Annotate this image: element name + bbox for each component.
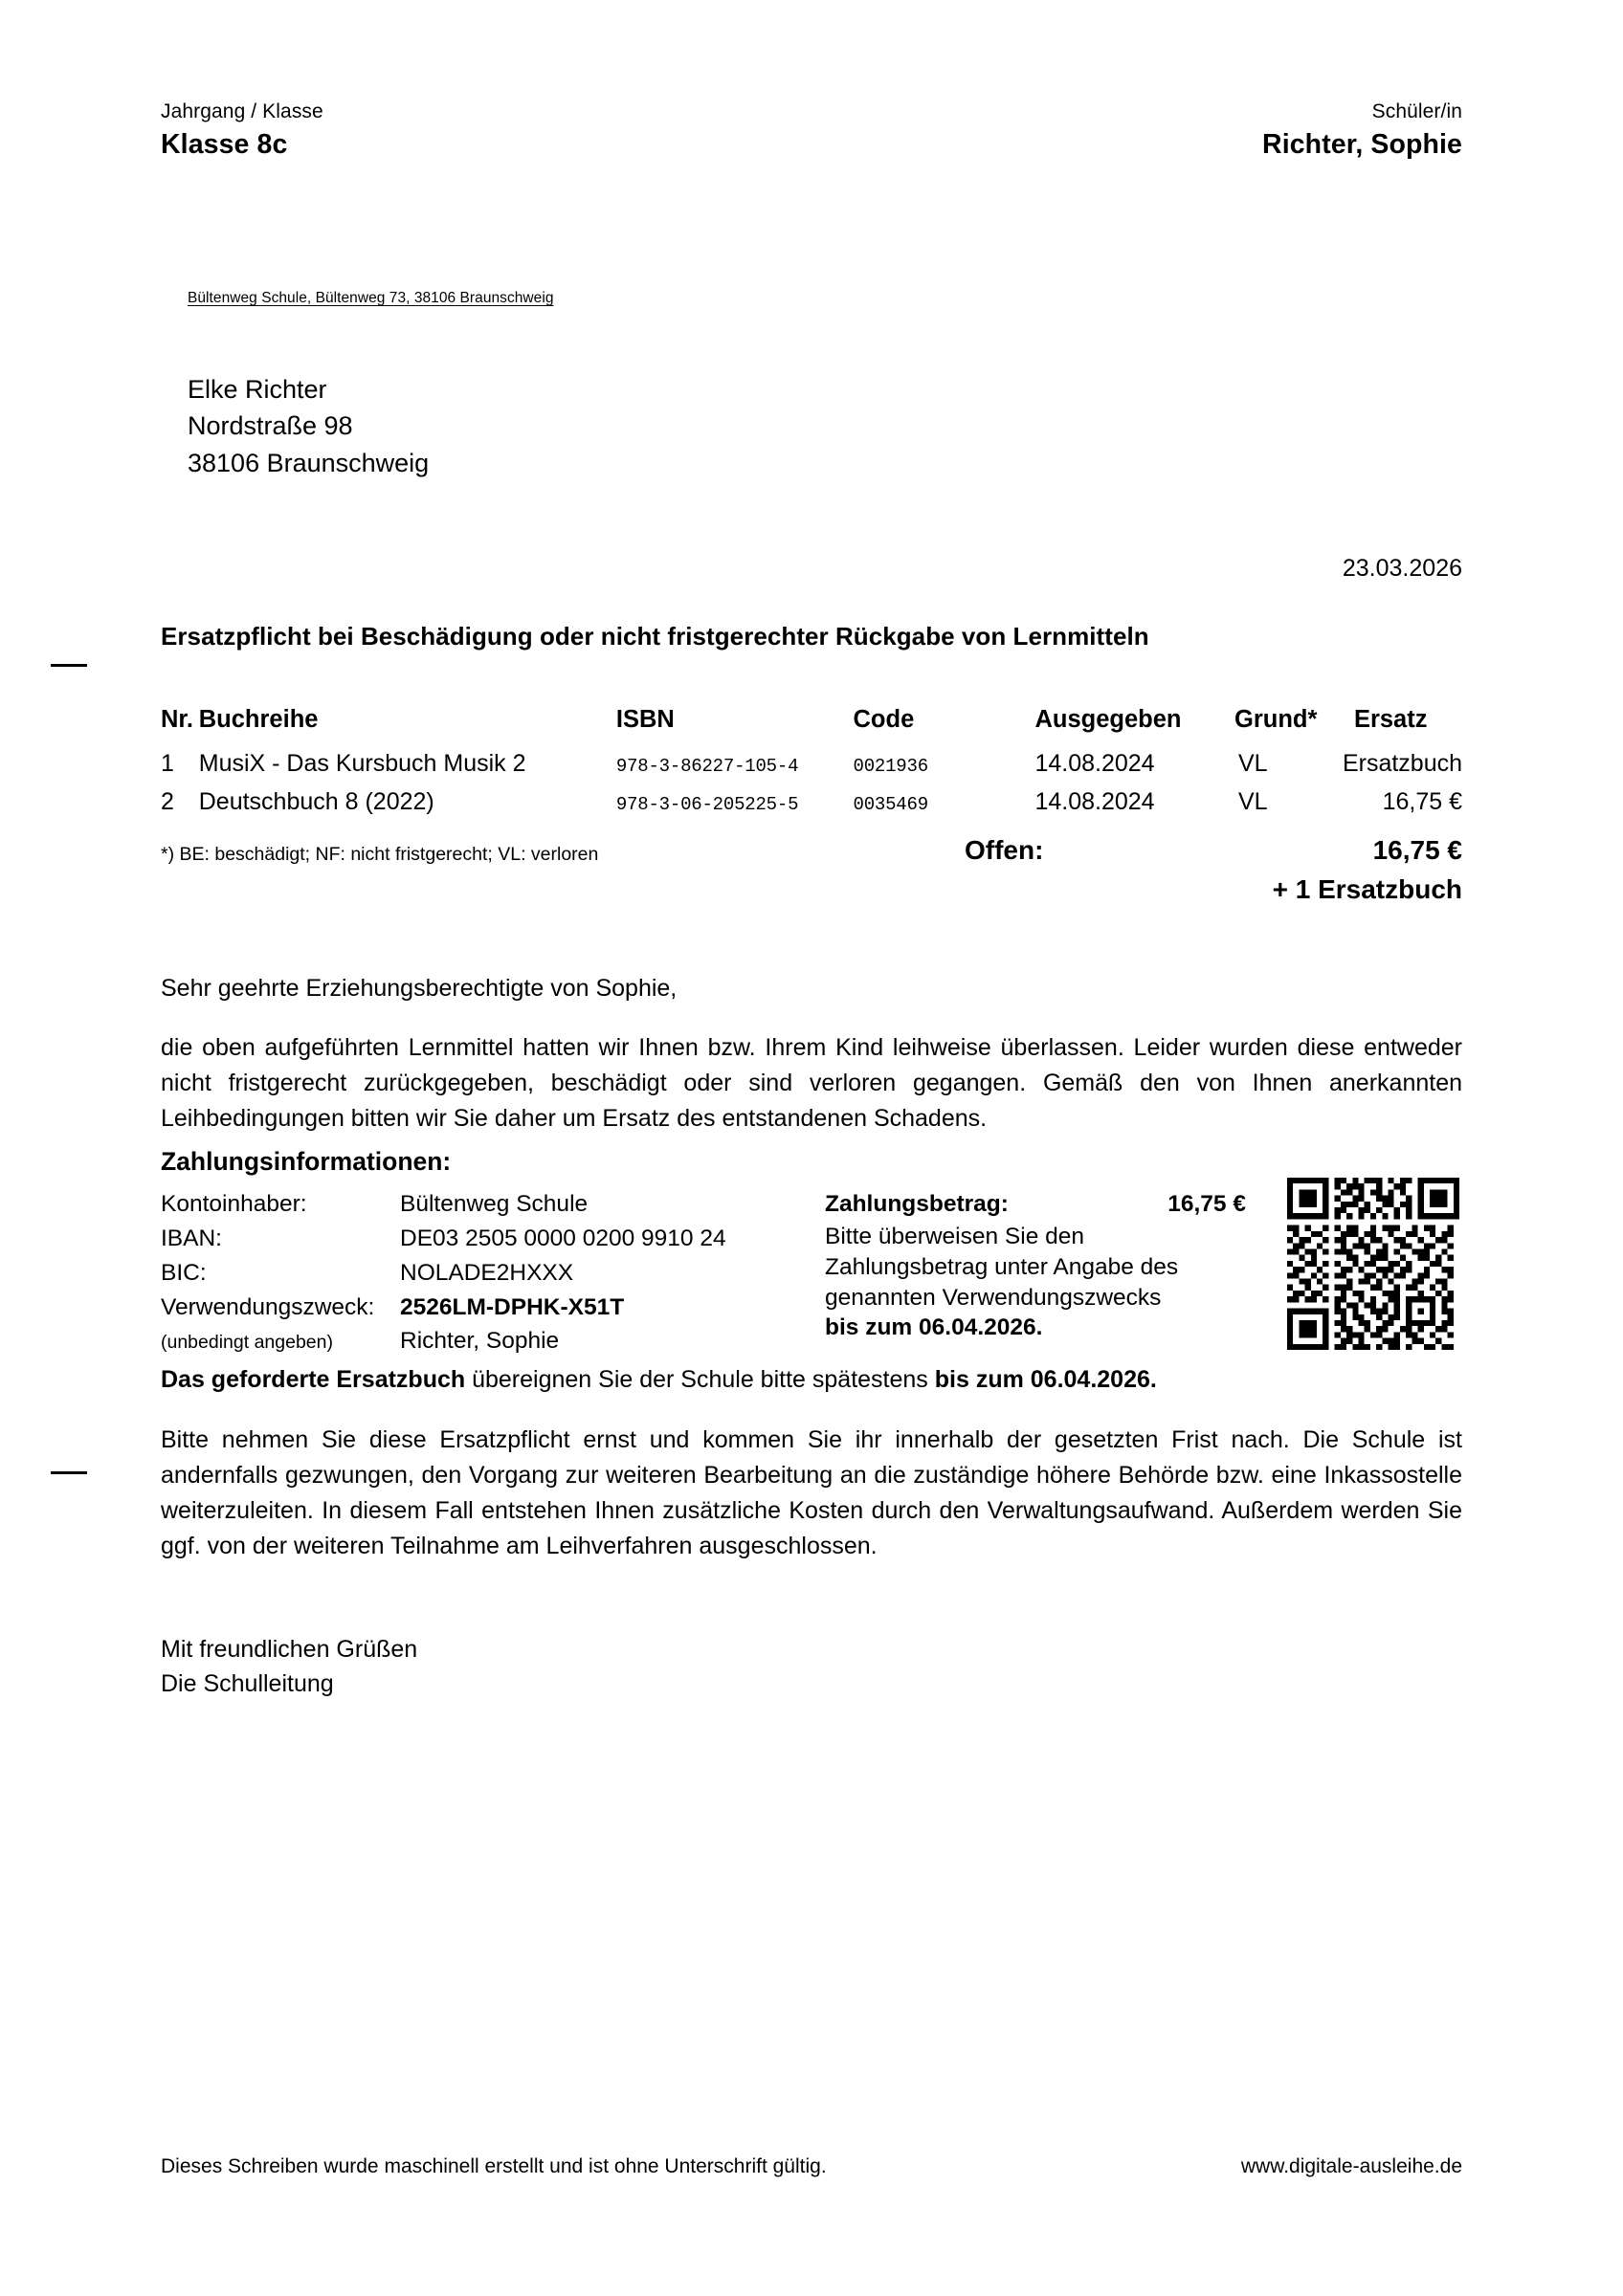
payment-row-bic (161, 1258, 726, 1292)
class-value: Klasse 8c (161, 128, 288, 160)
header-isbn: ISBN (615, 706, 675, 733)
footer-disclaimer: Dieses Schreiben wurde maschinell erstellt und ist ohne Unterschrift gültig. (161, 2155, 827, 2177)
salutation: Sehr geehrte Erziehungsberechtigte von Sophie, (161, 975, 678, 1002)
header-nr: Nr. (161, 706, 194, 733)
header-buchreihe: Buchreihe (198, 706, 319, 733)
cell-grund: VL (1238, 750, 1268, 777)
cell-ersatz: Ersatzbuch (1342, 750, 1462, 777)
table-row (161, 750, 1462, 788)
recipient-city: 38106 Braunschweig (188, 448, 430, 477)
fold-mark-top (51, 664, 87, 667)
header-grund: Grund* (1234, 706, 1318, 733)
payment-details (161, 1189, 726, 1360)
ersatzbuch-deadline-paragraph (161, 1366, 1462, 1394)
payment-note-line-3: genannten Verwendungszwecks (825, 1284, 1162, 1311)
recipient-name: Elke Richter (188, 375, 327, 404)
payment-row-purpose (161, 1292, 726, 1327)
student-label: Schüler/in (1371, 100, 1462, 122)
payment-amount-label: Zahlungsbetrag: (825, 1191, 1009, 1217)
account-holder-label: Kontoinhaber: (161, 1191, 307, 1217)
totals-block (965, 835, 1462, 905)
iban-value: DE03 2505 0000 0200 9910 24 (400, 1225, 726, 1251)
cell-code: 0021936 (853, 756, 928, 777)
letter-subject: Ersatzpflicht bei Beschädigung oder nicht fristgerechter Rückgabe von Lernmitteln (161, 622, 1149, 651)
header-ausgegeben: Ausgegeben (1034, 706, 1182, 733)
payment-row-account-holder (161, 1189, 726, 1224)
cell-isbn: 978-3-06-205225-5 (615, 794, 799, 815)
cell-ausgegeben: 14.08.2024 (1034, 750, 1155, 777)
payment-qr-code (1287, 1178, 1459, 1350)
warning-paragraph: Bitte nehmen Sie diese Ersatzpflicht ernst und kommen Sie ihr innerhalb der gesetzten Frist nach. Die Schule ist andernfalls gezwungen, den Vorgang zur weiteren Bearbeitung an die zuständige höhere Behörde bzw. eine Inkassostelle weiterzuleiten. In diesem Fall entstehen Ihnen zusätzliche Kosten durch den Verwaltungsaufwand. Außerdem werden Sie ggf. von der weiteren Teilnahme am Leihverfahren ausgeschlossen. (161, 1426, 1462, 1559)
cell-nr: 2 (161, 788, 174, 815)
cell-buchreihe: MusiX - Das Kursbuch Musik 2 (198, 750, 526, 777)
cell-nr: 1 (161, 750, 174, 777)
closing-greeting: Mit freundlichen Grüßen (161, 1636, 418, 1663)
payment-amount-value: 16,75 € (1167, 1191, 1246, 1217)
bic-label: BIC: (161, 1259, 207, 1286)
class-label: Jahrgang / Klasse (161, 100, 323, 122)
cell-buchreihe: Deutschbuch 8 (2022) (198, 788, 434, 815)
purpose-sub-value: Richter, Sophie (400, 1328, 560, 1355)
cell-code: 0035469 (853, 794, 928, 815)
books-table (161, 706, 1462, 827)
class-block (161, 100, 323, 161)
footer-website: www.digitale-ausleihe.de (1240, 2155, 1462, 2177)
closing-signer: Die Schulleitung (161, 1669, 334, 1697)
page-header (161, 100, 1462, 161)
payment-note-line-2: Zahlungsbetrag unter Angabe des (825, 1253, 1179, 1280)
purpose-label: Verwendungszweck: (161, 1293, 375, 1320)
totals-label: Offen: (965, 835, 1044, 865)
bic-value: NOLADE2HXXX (400, 1259, 574, 1286)
payment-note-line-1: Bitte überweisen Sie den (825, 1223, 1085, 1249)
totals-extra: + 1 Ersatzbuch (1272, 874, 1462, 904)
purpose-value: 2526LM-DPHK-X51T (400, 1293, 625, 1320)
table-header-row (161, 706, 1462, 750)
table-row (161, 788, 1462, 827)
sender-return-address: Bültenweg Schule, Bültenweg 73, 38106 Braunschweig (188, 290, 554, 306)
intro-paragraph: die oben aufgeführten Lernmittel hatten wir Ihnen bzw. Ihrem Kind leihweise überlassen. Leider wurden diese entweder nicht fristgerecht zurückgegeben, beschädigt oder sind verloren gegangen. Gemäß den von Ihnen anerkannten Leihbedingungen bitten wir Sie daher um Ersatz des entstandenen Schadens. (161, 1034, 1462, 1132)
closing-block (161, 1633, 417, 1701)
ersatzbuch-mid: übereignen Sie der Schule bitte spätestens (465, 1366, 935, 1393)
cell-isbn: 978-3-86227-105-4 (615, 756, 799, 777)
fold-mark-bottom (51, 1471, 87, 1474)
payment-title: Zahlungsinformationen: (161, 1147, 452, 1176)
cell-ausgegeben: 14.08.2024 (1034, 788, 1155, 815)
payment-row-purpose-sub (161, 1326, 726, 1360)
purpose-sub-label: (unbedingt angeben) (161, 1332, 333, 1354)
recipient-street: Nordstraße 98 (188, 411, 353, 441)
payment-row-iban (161, 1224, 726, 1258)
ersatzbuch-lead: Das geforderte Ersatzbuch (161, 1366, 466, 1393)
payment-instructions (825, 1189, 1246, 1343)
cell-ersatz: 16,75 € (1382, 788, 1462, 815)
iban-label: IBAN: (161, 1225, 222, 1251)
student-block (1262, 100, 1462, 161)
header-code: Code (853, 706, 915, 733)
student-value: Richter, Sophie (1262, 128, 1462, 160)
recipient-address (188, 371, 429, 481)
header-ersatz: Ersatz (1353, 706, 1428, 733)
letter-date: 23.03.2026 (1342, 555, 1462, 582)
page-footer (161, 2155, 1462, 2178)
cell-grund: VL (1238, 788, 1268, 815)
table-legend: *) BE: beschädigt; NF: nicht fristgerecht; VL: verloren (161, 844, 599, 865)
totals-amount: 16,75 € (1372, 835, 1462, 865)
account-holder-value: Bültenweg Schule (400, 1191, 589, 1217)
ersatzbuch-deadline: bis zum 06.04.2026. (934, 1366, 1157, 1393)
payment-note-deadline: bis zum 06.04.2026. (825, 1314, 1043, 1341)
